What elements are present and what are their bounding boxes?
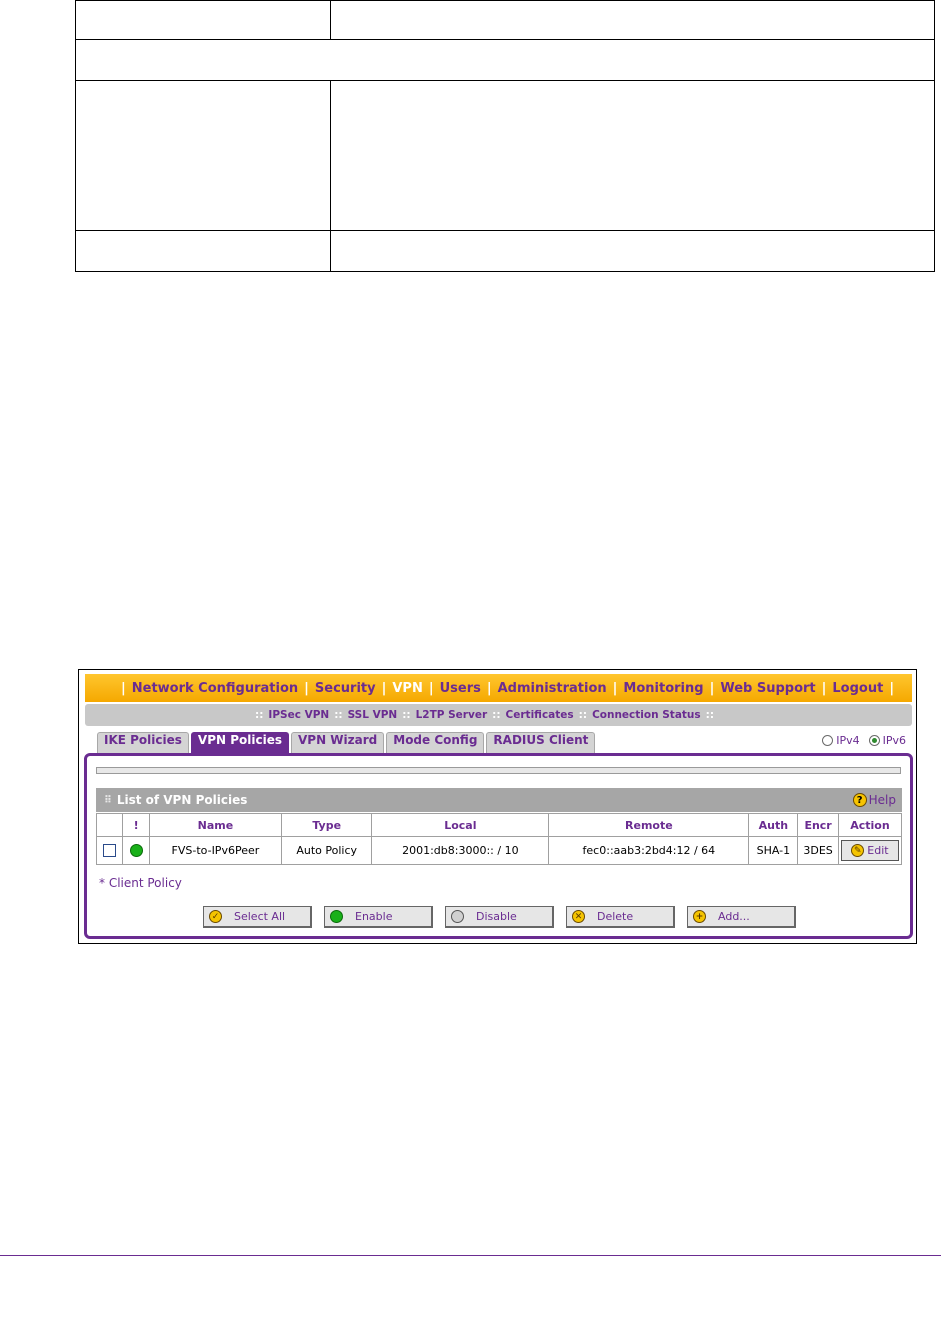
delete-label: Delete <box>597 910 634 923</box>
col-status: ! <box>123 814 149 837</box>
subnav-item-connection-status[interactable]: Connection Status <box>592 709 701 721</box>
subnav-separator: :: <box>402 709 411 721</box>
nav-separator: | <box>381 680 387 696</box>
cell-type: Auto Policy <box>281 837 371 865</box>
enabled-status-icon <box>130 844 143 857</box>
client-policy-note: * Client Policy <box>99 876 182 890</box>
nav-item-monitoring[interactable]: Monitoring <box>623 680 704 696</box>
cell-local: 2001:db8:3000:: / 10 <box>372 837 549 865</box>
ipv6-label: IPv6 <box>882 734 906 747</box>
disable-button[interactable] <box>445 906 554 928</box>
table-row <box>97 837 902 865</box>
help-icon: ? <box>853 793 867 807</box>
nav-item-web-support[interactable]: Web Support <box>720 680 816 696</box>
cell-name: FVS-to-IPv6Peer <box>149 837 281 865</box>
pencil-icon: ✎ <box>851 844 864 857</box>
add-button[interactable] <box>687 906 796 928</box>
nav-separator: | <box>121 680 126 696</box>
col-auth: Auth <box>749 814 798 837</box>
disable-icon <box>451 910 464 923</box>
list-title: List of VPN Policies <box>116 793 248 807</box>
help-link[interactable] <box>853 793 896 807</box>
subnav-item-ipsec-vpn[interactable]: IPSec VPN <box>268 709 330 721</box>
sub-navigation <box>85 704 912 726</box>
vpn-policies-screenshot <box>78 669 917 944</box>
disable-label: Disable <box>476 910 517 923</box>
tab-ike-policies[interactable]: IKE Policies <box>97 732 189 753</box>
select-all-button[interactable] <box>203 906 312 928</box>
row-checkbox[interactable] <box>103 844 116 857</box>
table-header-cell <box>76 1 331 40</box>
subnav-separator: :: <box>492 709 501 721</box>
subnav-separator: :: <box>578 709 588 721</box>
col-name: Name <box>149 814 281 837</box>
nav-item-vpn[interactable]: VPN <box>392 680 423 696</box>
table-header-cell <box>331 1 935 40</box>
col-encr: Encr <box>798 814 839 837</box>
ipv4-label: IPv4 <box>836 734 860 747</box>
enable-label: Enable <box>355 910 393 923</box>
nav-separator: | <box>486 680 492 696</box>
table-cell <box>331 230 935 271</box>
table-header-row <box>97 814 902 837</box>
main-navigation <box>85 674 912 702</box>
document-table <box>75 0 935 272</box>
col-type: Type <box>281 814 371 837</box>
vpn-policies-table <box>96 813 902 865</box>
action-buttons <box>203 906 796 928</box>
delete-icon: ✕ <box>572 910 585 923</box>
checkmark-icon: ✓ <box>209 910 222 923</box>
edit-label: Edit <box>867 844 889 857</box>
footer-rule <box>0 1255 941 1256</box>
status-bar <box>96 767 901 774</box>
nav-item-logout[interactable]: Logout <box>832 680 884 696</box>
tab-bar <box>97 732 595 754</box>
edit-button[interactable] <box>841 840 899 861</box>
list-header <box>96 788 902 812</box>
col-action: Action <box>838 814 901 837</box>
add-label: Add... <box>718 910 750 923</box>
ipv6-radio[interactable] <box>869 735 880 746</box>
nav-item-security[interactable]: Security <box>314 680 376 696</box>
cell-auth: SHA-1 <box>749 837 798 865</box>
nav-separator: | <box>304 680 309 696</box>
grip-icon: ⠿ <box>104 794 111 806</box>
delete-button[interactable] <box>566 906 675 928</box>
add-icon: + <box>693 910 706 923</box>
select-all-label: Select All <box>234 910 286 923</box>
vpn-policies-panel <box>84 753 913 939</box>
nav-item-administration[interactable]: Administration <box>497 680 607 696</box>
tab-radius-client[interactable]: RADIUS Client <box>486 732 595 753</box>
col-local: Local <box>372 814 549 837</box>
nav-separator: | <box>821 680 827 696</box>
subnav-separator: :: <box>255 709 264 721</box>
subnav-separator: :: <box>705 709 715 721</box>
table-cell <box>76 81 331 231</box>
nav-item-network-configuration[interactable]: Network Configuration <box>131 680 299 696</box>
col-select <box>97 814 123 837</box>
col-remote: Remote <box>549 814 749 837</box>
ip-version-selector <box>822 734 906 747</box>
table-section-row <box>76 40 935 81</box>
ipv4-radio[interactable] <box>822 735 833 746</box>
nav-separator: | <box>889 680 895 696</box>
subnav-item-certificates[interactable]: Certificates <box>505 709 574 721</box>
subnav-item-l2tp-server[interactable]: L2TP Server <box>415 709 488 721</box>
subnav-item-ssl-vpn[interactable]: SSL VPN <box>347 709 398 721</box>
enable-button[interactable] <box>324 906 433 928</box>
subnav-separator: :: <box>334 709 343 721</box>
tab-vpn-policies[interactable]: VPN Policies <box>191 732 289 753</box>
cell-encr: 3DES <box>798 837 839 865</box>
help-label: Help <box>868 793 896 807</box>
nav-separator: | <box>709 680 715 696</box>
cell-remote: fec0::aab3:2bd4:12 / 64 <box>549 837 749 865</box>
enable-icon <box>330 910 343 923</box>
nav-separator: | <box>612 680 618 696</box>
table-cell <box>76 230 331 271</box>
nav-item-users[interactable]: Users <box>439 680 481 696</box>
tab-mode-config[interactable]: Mode Config <box>386 732 484 753</box>
nav-separator: | <box>428 680 434 696</box>
tab-vpn-wizard[interactable]: VPN Wizard <box>291 732 384 753</box>
table-cell <box>331 81 935 231</box>
